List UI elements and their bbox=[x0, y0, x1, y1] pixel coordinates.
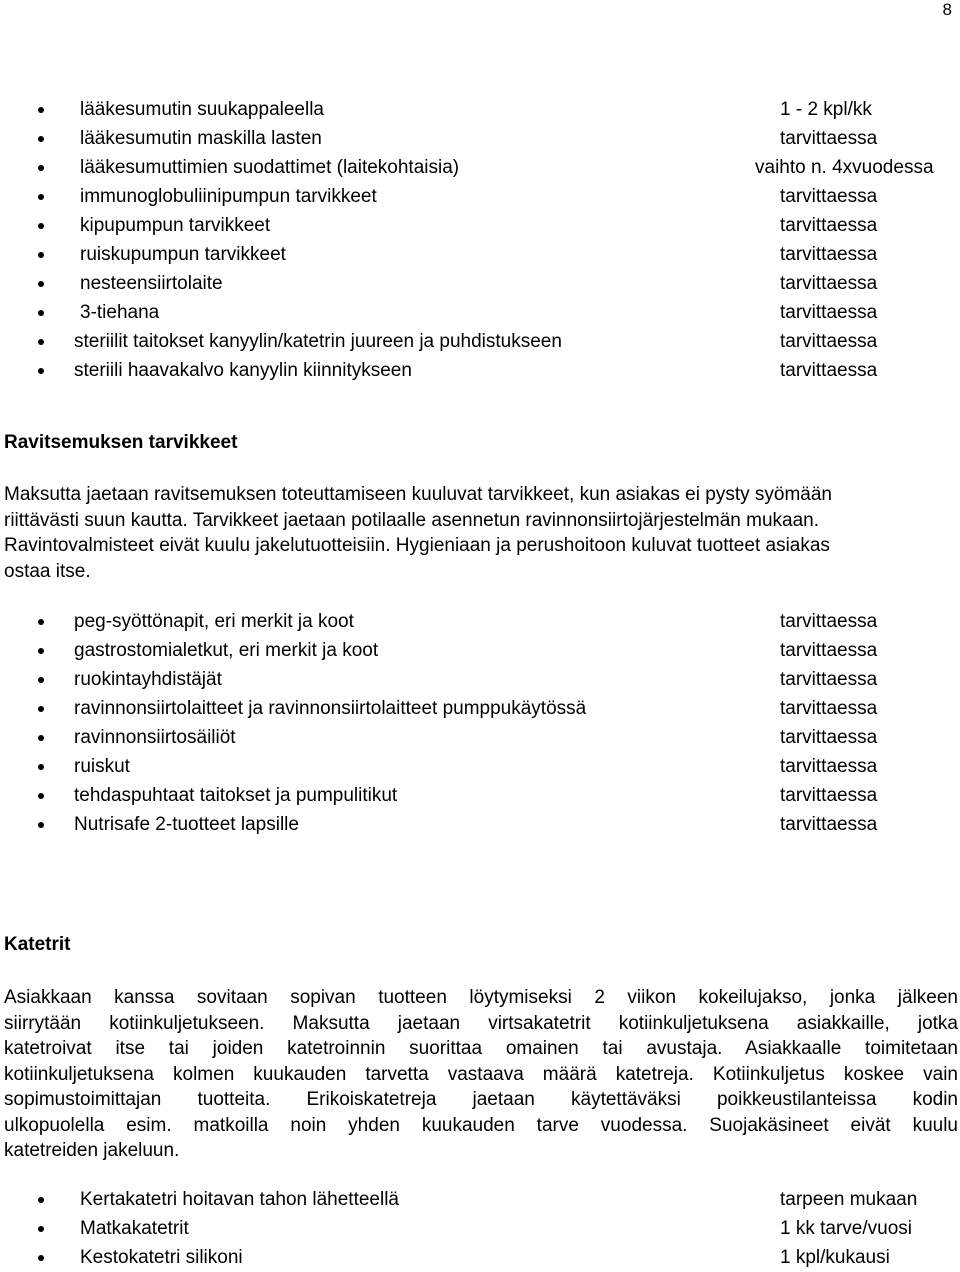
bullet-icon bbox=[38, 107, 44, 113]
bullet-icon bbox=[38, 735, 44, 741]
item-quantity: tarvittaessa bbox=[780, 698, 878, 719]
bullet-icon bbox=[38, 223, 44, 229]
item-quantity: tarvittaessa bbox=[780, 756, 878, 777]
list-item bbox=[0, 211, 960, 240]
bullet-icon bbox=[38, 310, 44, 316]
paragraph-line: sopimustoimittajan tuotteita. Erikoiskatetreja jaetaan käytettäväksi poikkeustilanteissa kodin bbox=[4, 1089, 958, 1110]
bullet-icon bbox=[38, 281, 44, 287]
list-item bbox=[0, 269, 960, 298]
paragraph-line: Maksutta jaetaan ravitsemuksen toteuttamiseen kuuluvat tarvikkeet, kun asiakas ei pysty syömään bbox=[4, 484, 832, 505]
bullet-icon bbox=[38, 706, 44, 712]
list-item bbox=[0, 752, 960, 781]
item-label: lääkesumutin suukappaleella bbox=[80, 99, 324, 120]
item-quantity: tarvittaessa bbox=[780, 814, 878, 835]
paragraph-line: kotiinkuljetuksena kolmen kuukauden tarvetta vastaava määrä katetreja. Kotiinkuljetus koskee vain bbox=[4, 1063, 958, 1085]
list-item bbox=[0, 665, 960, 694]
item-label: Matkakatetrit bbox=[80, 1218, 189, 1239]
bullet-icon bbox=[38, 339, 44, 345]
bullet-icon bbox=[38, 1255, 44, 1261]
item-label: tehdaspuhtaat taitokset ja pumpulitikut bbox=[74, 785, 398, 806]
item-quantity: tarvittaessa bbox=[780, 360, 878, 381]
section-heading-catheters: Katetrit bbox=[4, 934, 71, 955]
item-label: 3-tiehana bbox=[80, 302, 160, 323]
paragraph-line: ostaa itse. bbox=[4, 560, 91, 582]
item-label: ruiskupumpun tarvikkeet bbox=[80, 244, 286, 265]
paragraph-line: ulkopuolella esim. matkoilla noin yhden kuukauden tarve vuodessa. Suojakäsineet eivät kuulu bbox=[4, 1114, 958, 1136]
paragraph-line: katetreiden jakeluun. bbox=[4, 1140, 180, 1161]
item-quantity: tarvittaessa bbox=[780, 244, 878, 265]
paragraph-line: Asiakkaan kanssa sovitaan sopivan tuotteen löytymiseksi 2 viikon kokeilujakso, jonka jälkeen bbox=[4, 987, 958, 1008]
item-label: lääkesumutin maskilla lasten bbox=[80, 128, 322, 149]
bullet-icon bbox=[38, 194, 44, 200]
list-item bbox=[0, 1214, 960, 1243]
item-quantity: tarvittaessa bbox=[780, 186, 878, 207]
list-item bbox=[0, 182, 960, 211]
item-quantity: tarvittaessa bbox=[780, 302, 878, 323]
bullet-icon bbox=[38, 165, 44, 171]
list-item bbox=[0, 1185, 960, 1214]
list-item bbox=[0, 636, 960, 665]
item-quantity: tarvittaessa bbox=[780, 331, 878, 352]
paragraph-line: Ravintovalmisteet eivät kuulu jakelutuotteisiin. Hygieniaan ja perushoitoon kuluvat tuotteet asiakas bbox=[4, 535, 830, 556]
item-quantity: tarvittaessa bbox=[780, 128, 878, 149]
section-paragraph-catheters bbox=[4, 985, 958, 1164]
list-item bbox=[0, 723, 960, 752]
list-item bbox=[0, 694, 960, 723]
list-item bbox=[0, 298, 960, 327]
section-paragraph-nutrition bbox=[4, 482, 958, 584]
bullet-icon bbox=[38, 1197, 44, 1203]
item-quantity: tarvittaessa bbox=[780, 611, 878, 632]
item-quantity: tarpeen mukaan bbox=[780, 1189, 918, 1210]
item-label: nesteensiirtolaite bbox=[80, 273, 223, 294]
item-quantity: tarvittaessa bbox=[780, 669, 878, 690]
item-label: ravinnonsiirtolaitteet ja ravinnonsiirtolaitteet pumppukäytössä bbox=[74, 698, 587, 719]
item-label: Kestokatetri silikoni bbox=[80, 1247, 243, 1268]
paragraph-line: katetroivat itse tai joiden katetroinnin suorittaa omainen tai avustaja. Asiakkaalle toimitetaan bbox=[4, 1038, 958, 1059]
paragraph-line: riittävästi suun kautta. Tarvikkeet jaetaan potilaalle asennetun ravinnonsiirtojärjestelmän mukaan. bbox=[4, 509, 819, 531]
item-label: peg-syöttönapit, eri merkit ja koot bbox=[74, 611, 354, 632]
list-item bbox=[0, 240, 960, 269]
list-item bbox=[0, 356, 960, 385]
bullet-icon bbox=[38, 619, 44, 625]
list-item bbox=[0, 607, 960, 636]
item-quantity: 1 - 2 kpl/kk bbox=[780, 99, 872, 120]
bullet-icon bbox=[38, 648, 44, 654]
list-item bbox=[0, 327, 960, 356]
item-label: ruokintayhdistäjät bbox=[74, 669, 222, 690]
bullet-icon bbox=[38, 822, 44, 828]
item-label: ravinnonsiirtosäiliöt bbox=[74, 727, 236, 748]
list-item bbox=[0, 95, 960, 124]
list-item bbox=[0, 781, 960, 810]
page-number: 8 bbox=[942, 0, 952, 19]
bullet-icon bbox=[38, 136, 44, 142]
item-label: steriilit taitokset kanyylin/katetrin juureen ja puhdistukseen bbox=[74, 331, 562, 352]
bullet-icon bbox=[38, 1226, 44, 1232]
item-label: Kertakatetri hoitavan tahon lähetteellä bbox=[80, 1189, 399, 1210]
item-quantity: vaihto n. 4xvuodessa bbox=[755, 157, 934, 178]
bullet-icon bbox=[38, 368, 44, 374]
item-quantity: tarvittaessa bbox=[780, 215, 878, 236]
item-quantity: tarvittaessa bbox=[780, 785, 878, 806]
list-item bbox=[0, 124, 960, 153]
paragraph-line: siirrytään kotiinkuljetukseen. Maksutta jaetaan virtsakatetrit kotiinkuljetuksena asiakkaille, jotka bbox=[4, 1012, 958, 1034]
item-quantity: 1 kpl/kukausi bbox=[780, 1247, 890, 1268]
list-item bbox=[0, 810, 960, 839]
list-item bbox=[0, 1243, 960, 1272]
bullet-icon bbox=[38, 677, 44, 683]
bullet-icon bbox=[38, 764, 44, 770]
item-quantity: 1 kk tarve/vuosi bbox=[780, 1218, 912, 1239]
list-item bbox=[0, 153, 960, 182]
item-quantity: tarvittaessa bbox=[780, 273, 878, 294]
item-label: immunoglobuliinipumpun tarvikkeet bbox=[80, 186, 377, 207]
section-heading-nutrition: Ravitsemuksen tarvikkeet bbox=[4, 432, 238, 453]
item-quantity: tarvittaessa bbox=[780, 727, 878, 748]
item-label: gastrostomialetkut, eri merkit ja koot bbox=[74, 640, 379, 661]
bullet-icon bbox=[38, 252, 44, 258]
item-label: lääkesumuttimien suodattimet (laitekohtaisia) bbox=[80, 157, 460, 178]
item-label: Nutrisafe 2-tuotteet lapsille bbox=[74, 814, 299, 835]
item-quantity: tarvittaessa bbox=[780, 640, 878, 661]
item-label: steriili haavakalvo kanyylin kiinnitykseen bbox=[74, 360, 412, 381]
bullet-icon bbox=[38, 793, 44, 799]
item-label: ruiskut bbox=[74, 756, 130, 777]
item-label: kipupumpun tarvikkeet bbox=[80, 215, 271, 236]
